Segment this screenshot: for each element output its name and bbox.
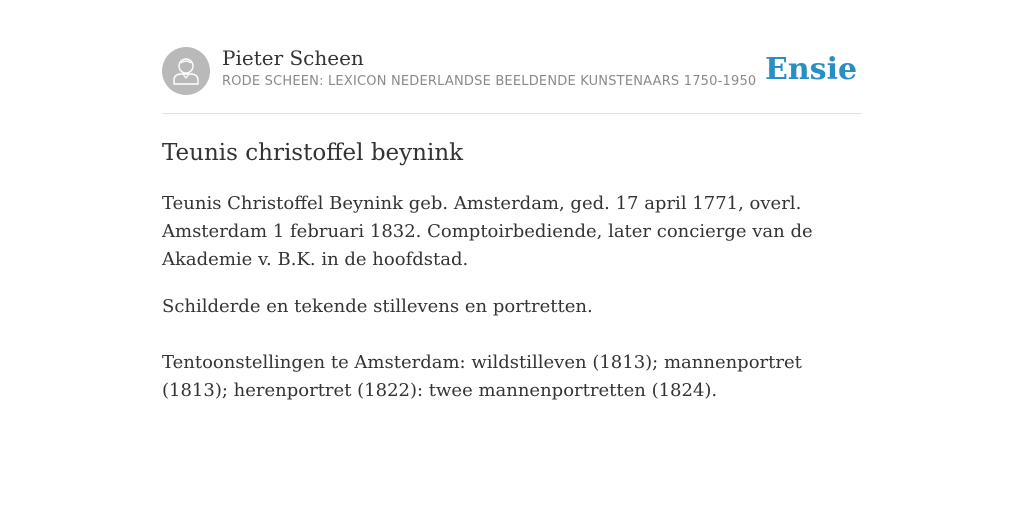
ensie-logo[interactable]: Ensie — [765, 52, 858, 87]
author-avatar[interactable] — [162, 47, 210, 95]
paragraph-exhibitions: Tentoonstellingen te Amsterdam: wildstilleven (1813); mannenportret (1813); herenportret (1822): twee mannenportretten (1824). — [162, 352, 802, 401]
article-body — [162, 190, 862, 405]
user-avatar-icon — [162, 47, 210, 95]
paragraph-biography: Teunis Christoffel Beynink geb. Amsterdam, ged. 17 april 1771, overl. Amsterdam 1 februari 1832. Comptoirbediende, later concierge van de Akademie v. B.K. in de hoofdstad. — [162, 193, 813, 270]
article-title: Teunis christoffel beynink — [162, 140, 464, 166]
paragraph-works: Schilderde en tekende stillevens en portretten. — [162, 296, 593, 317]
author-name[interactable]: Pieter Scheen — [222, 46, 364, 70]
author-header — [162, 45, 862, 97]
header-divider — [162, 113, 862, 114]
source-title[interactable]: RODE SCHEEN: LEXICON NEDERLANDSE BEELDENDE KUNSTENAARS 1750-1950 — [222, 74, 757, 89]
